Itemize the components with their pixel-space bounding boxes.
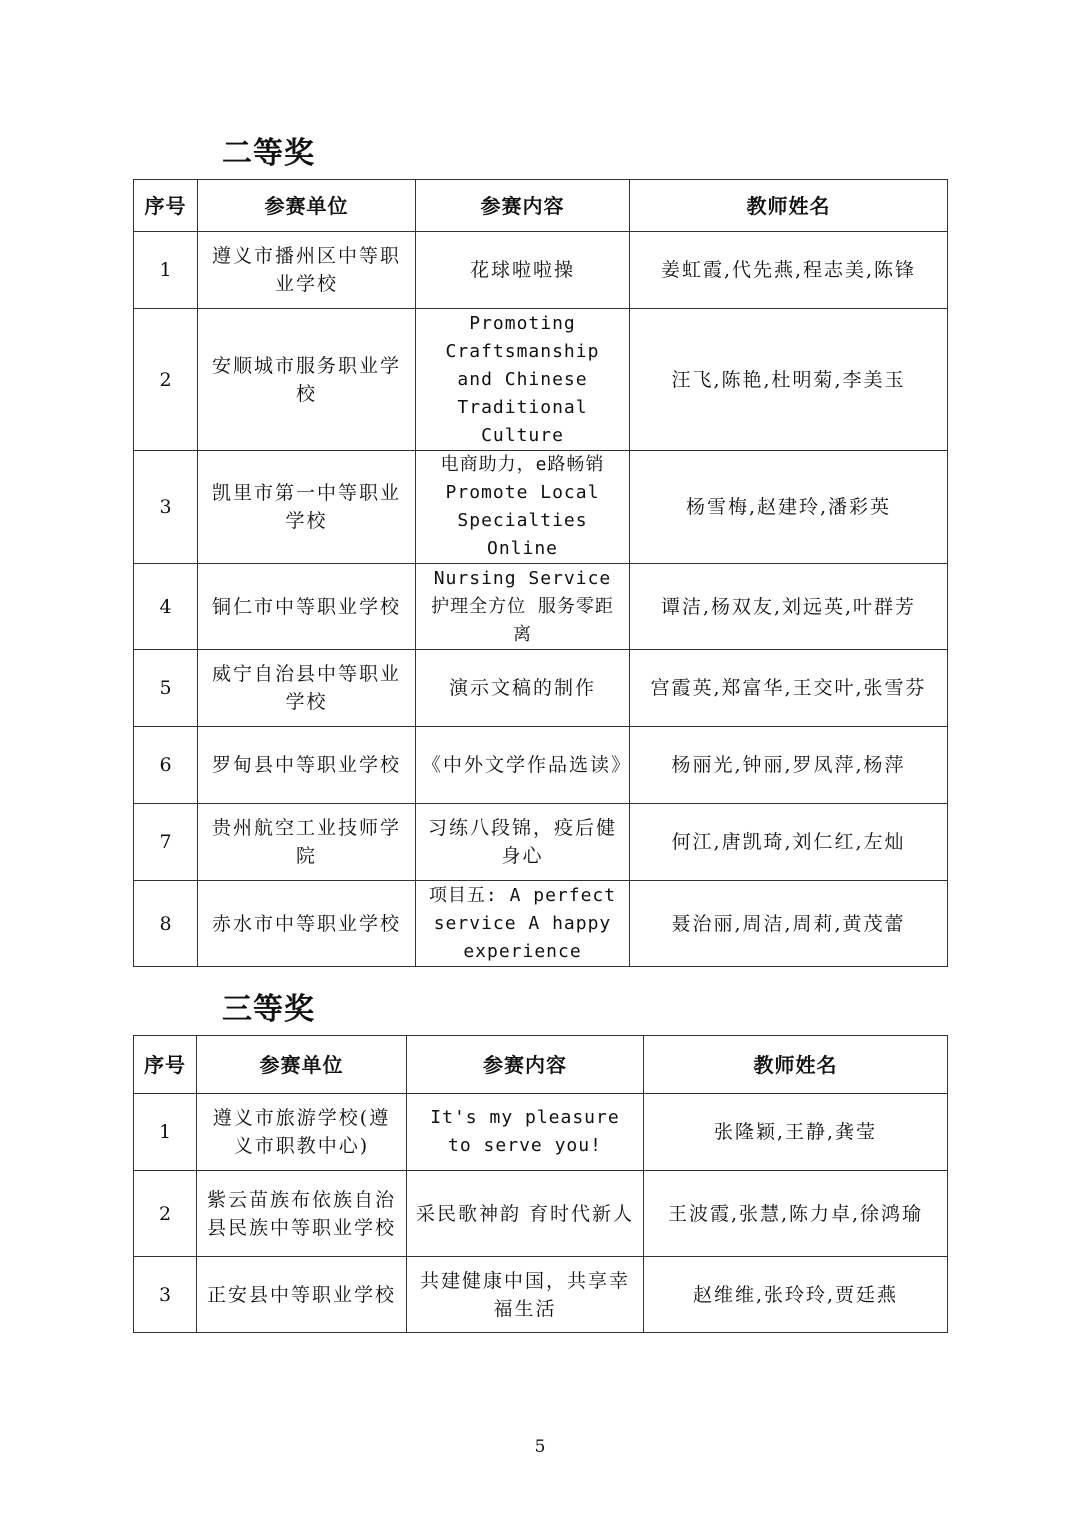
header-unit: 参赛单位 <box>197 1036 407 1094</box>
row-teachers: 杨丽光,钟丽,罗凤萍,杨萍 <box>630 727 948 804</box>
row-content: 演示文稿的制作 <box>416 650 630 727</box>
row-content: 采民歌神韵 育时代新人 <box>407 1171 644 1257</box>
table-row <box>134 309 948 451</box>
header-unit: 参赛单位 <box>198 180 416 232</box>
table-row <box>134 881 948 967</box>
row-teachers: 杨雪梅,赵建玲,潘彩英 <box>630 451 948 564</box>
row-no: 8 <box>134 881 198 967</box>
row-teachers: 何江,唐凯琦,刘仁红,左灿 <box>630 804 948 881</box>
row-unit: 威宁自治县中等职业学校 <box>198 650 416 727</box>
table-row <box>134 564 948 650</box>
row-no: 6 <box>134 727 198 804</box>
table-row <box>134 1171 948 1257</box>
row-unit: 遵义市旅游学校(遵义市职教中心) <box>197 1094 407 1171</box>
table-header-row <box>134 1036 948 1094</box>
table-row <box>134 650 948 727</box>
header-teachers: 教师姓名 <box>630 180 948 232</box>
row-unit: 罗甸县中等职业学校 <box>198 727 416 804</box>
row-teachers: 姜虹霞,代先燕,程志美,陈锋 <box>630 232 948 309</box>
row-content: 习练八段锦，疫后健身心 <box>416 804 630 881</box>
row-unit: 紫云苗族布依族自治县民族中等职业学校 <box>197 1171 407 1257</box>
row-unit: 遵义市播州区中等职业学校 <box>198 232 416 309</box>
row-content: 《中外文学作品选读》 <box>416 727 630 804</box>
row-unit: 正安县中等职业学校 <box>197 1257 407 1333</box>
row-unit: 铜仁市中等职业学校 <box>198 564 416 650</box>
table-row <box>134 804 948 881</box>
row-content: Nursing Service 护理全方位 服务零距离 <box>416 564 630 650</box>
page-number: 5 <box>534 1437 546 1457</box>
row-teachers: 赵维维,张玲玲,贾廷燕 <box>644 1257 948 1333</box>
header-no: 序号 <box>134 180 198 232</box>
table-row <box>134 1257 948 1333</box>
row-content: 电商助力，e路畅销 Promote Local Specialties Online <box>416 451 630 564</box>
row-no: 3 <box>134 1257 197 1333</box>
row-no: 4 <box>134 564 198 650</box>
table-header-row <box>134 180 948 232</box>
row-no: 5 <box>134 650 198 727</box>
row-content: 共建健康中国，共享幸福生活 <box>407 1257 644 1333</box>
row-teachers: 谭洁,杨双友,刘远英,叶群芳 <box>630 564 948 650</box>
row-teachers: 汪飞,陈艳,杜明菊,李美玉 <box>630 309 948 451</box>
header-no: 序号 <box>134 1036 197 1094</box>
row-unit: 安顺城市服务职业学校 <box>198 309 416 451</box>
header-content: 参赛内容 <box>416 180 630 232</box>
row-unit: 凯里市第一中等职业学校 <box>198 451 416 564</box>
second-prize-table <box>133 179 948 967</box>
third-prize-title: 三等奖 <box>222 992 315 1027</box>
second-prize-title: 二等奖 <box>222 136 315 171</box>
table-row <box>134 232 948 309</box>
header-teachers: 教师姓名 <box>644 1036 948 1094</box>
row-teachers: 宫霞英,郑富华,王交叶,张雪芬 <box>630 650 948 727</box>
row-unit: 赤水市中等职业学校 <box>198 881 416 967</box>
row-no: 1 <box>134 1094 197 1171</box>
row-unit: 贵州航空工业技师学院 <box>198 804 416 881</box>
row-no: 7 <box>134 804 198 881</box>
row-teachers: 聂治丽,周洁,周莉,黄茂蕾 <box>630 881 948 967</box>
third-prize-table <box>133 1035 948 1333</box>
row-teachers: 王波霞,张慧,陈力卓,徐鸿瑜 <box>644 1171 948 1257</box>
row-content: 花球啦啦操 <box>416 232 630 309</box>
table-row <box>134 451 948 564</box>
row-teachers: 张隆颖,王静,龚莹 <box>644 1094 948 1171</box>
row-no: 2 <box>134 309 198 451</box>
row-no: 1 <box>134 232 198 309</box>
table-row <box>134 1094 948 1171</box>
row-content: It's my pleasure to serve you! <box>407 1094 644 1171</box>
table-row <box>134 727 948 804</box>
header-content: 参赛内容 <box>407 1036 644 1094</box>
row-content: 项目五: A perfect service A happy experience <box>416 881 630 967</box>
row-no: 2 <box>134 1171 197 1257</box>
row-content: Promoting Craftsmanship and Chinese Traditional Culture <box>416 309 630 451</box>
row-no: 3 <box>134 451 198 564</box>
